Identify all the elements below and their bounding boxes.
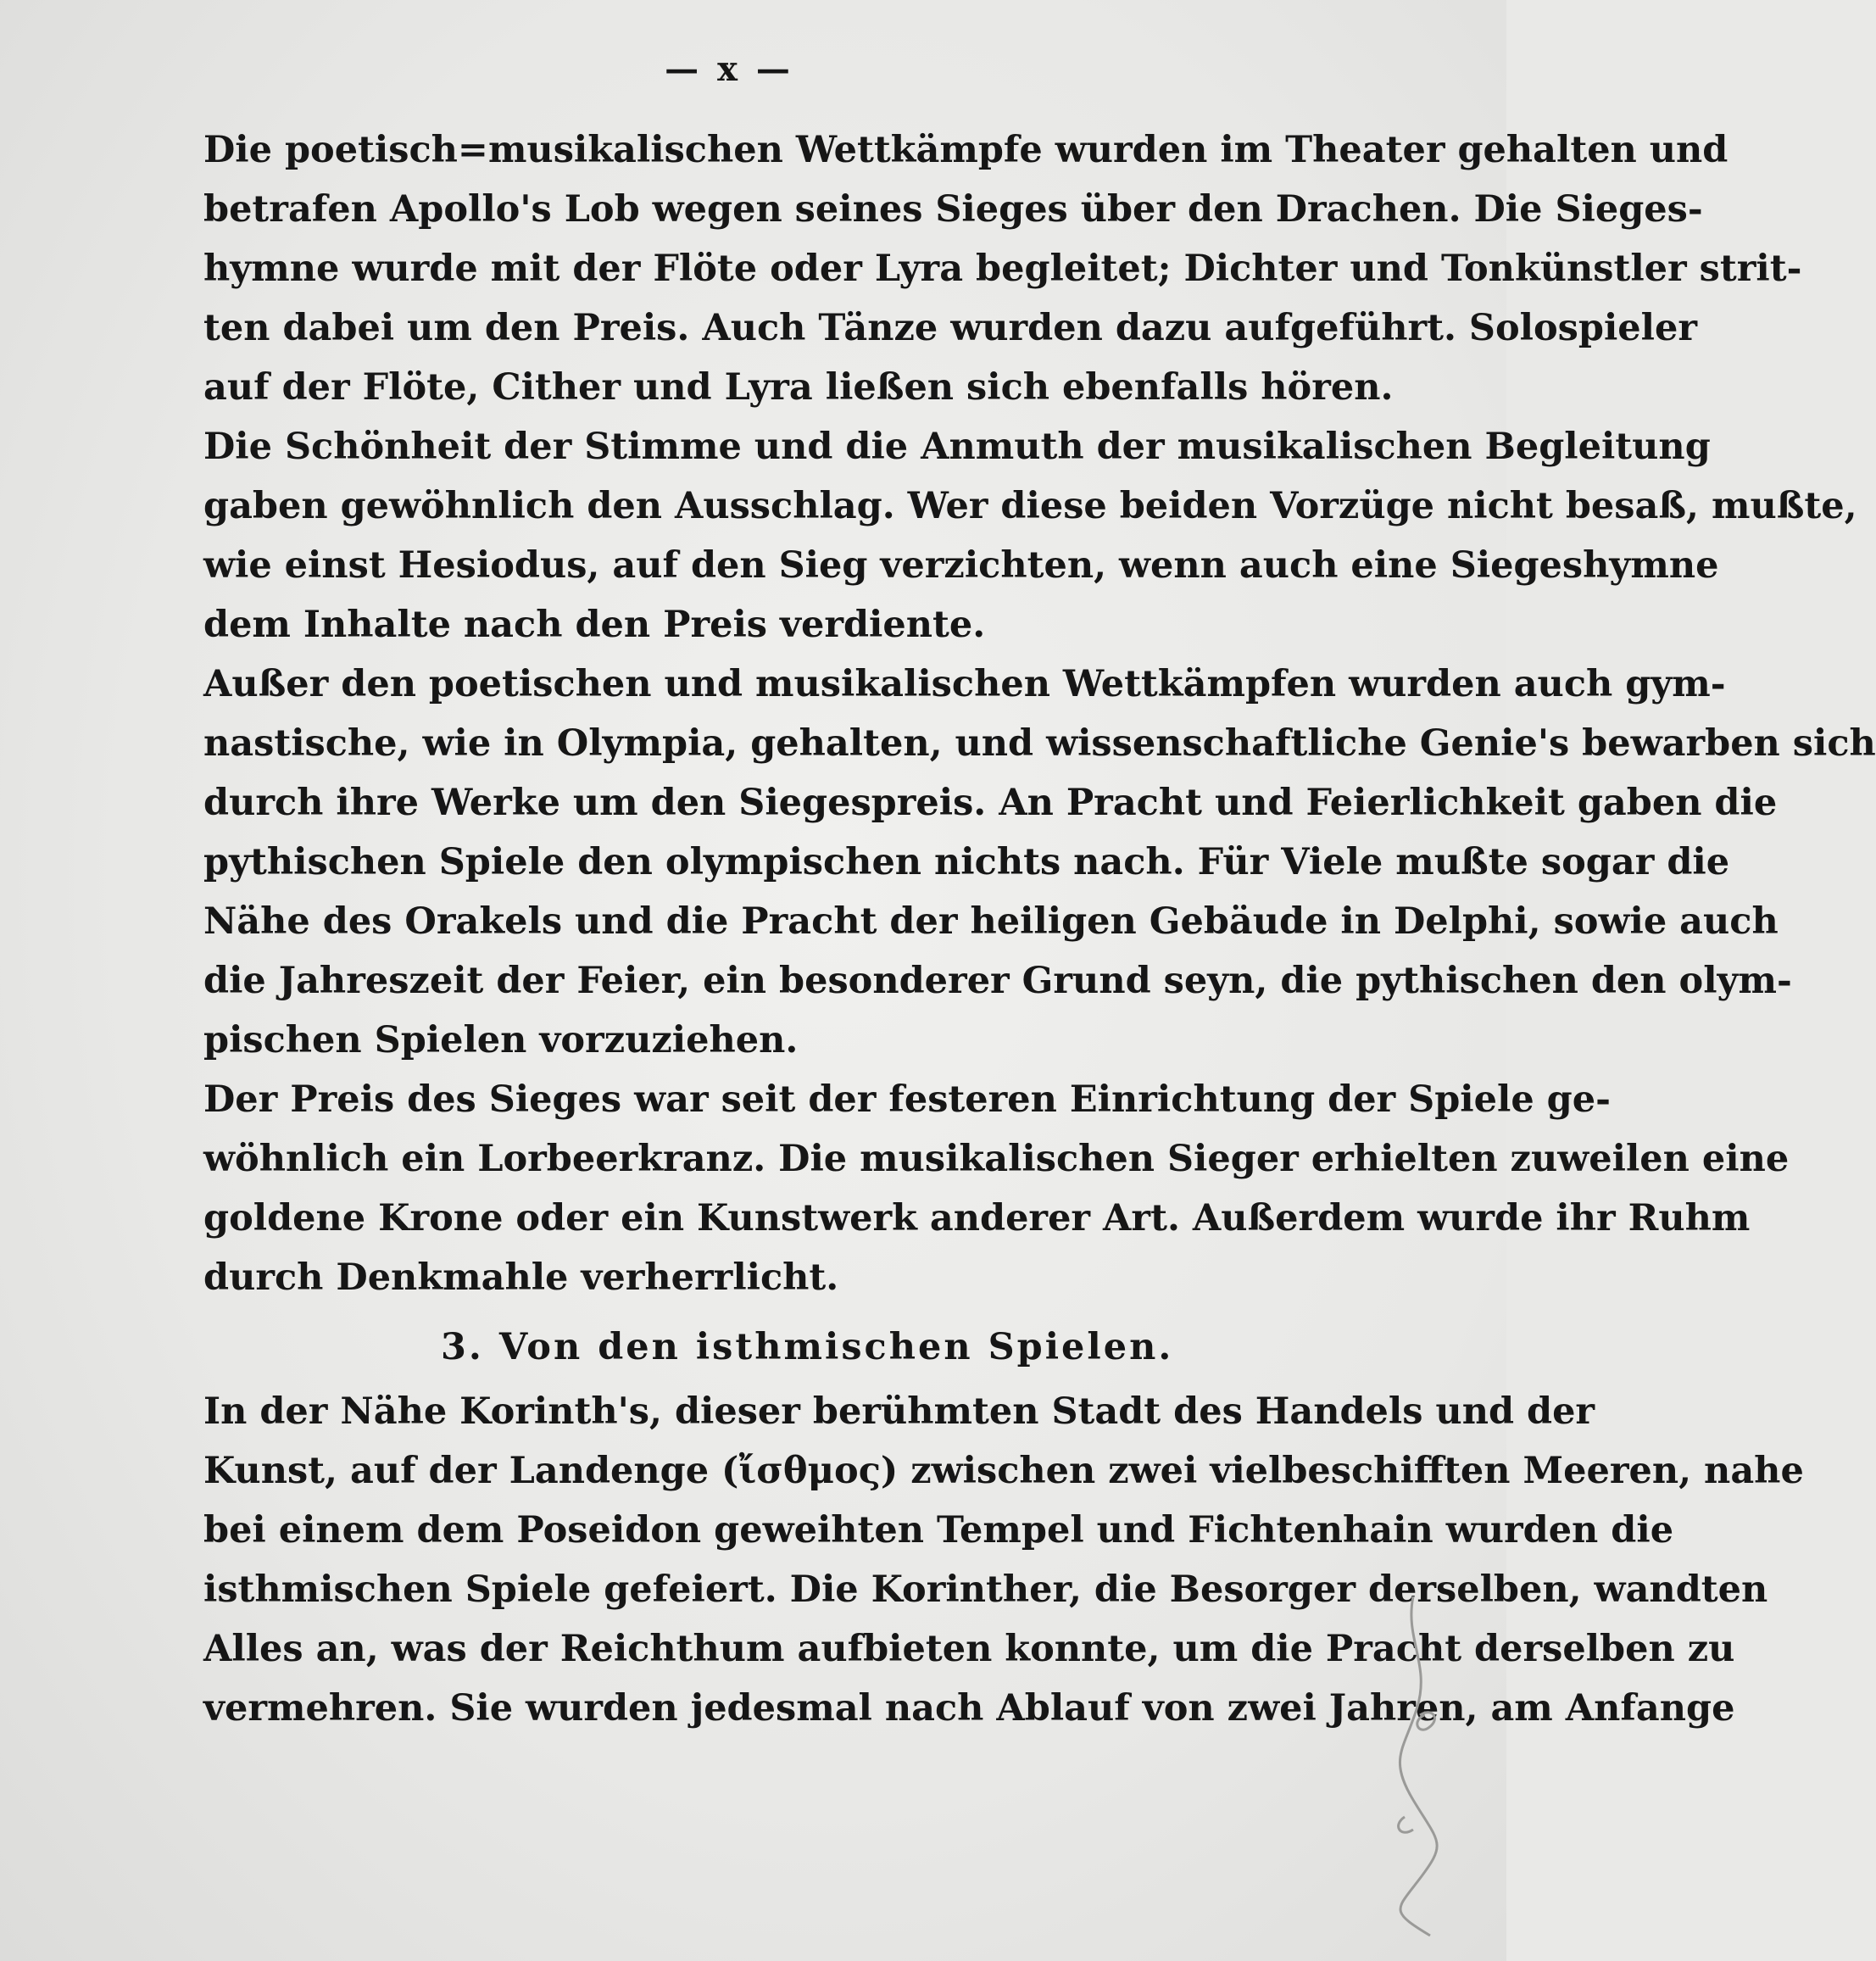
text-line: ten dabei um den Preis. Auch Tänze wurden dazu aufgeführt. Solospieler (203, 307, 1697, 349)
text-line: pischen Spielen vorzuziehen. (203, 1019, 799, 1061)
text-line: hymne wurde mit der Flöte oder Lyra begleitet; Dichter und Tonkünstler strit- (203, 248, 1802, 290)
text-line: betrafen Apollo's Lob wegen seines Sieges über den Drachen. Die Sieges- (203, 188, 1703, 231)
text-line: goldene Krone oder ein Kunstwerk anderer Art. Außerdem wurde ihr Ruhm (203, 1197, 1751, 1240)
text-line: In der Nähe Korinth's, dieser berühmten Stadt des Handels und der (203, 1390, 1595, 1433)
text-line: die Jahreszeit der Feier, ein besonderer Grund seyn, die pythischen den olym- (203, 960, 1792, 1002)
text-line: Die Schönheit der Stimme und die Anmuth der musikalischen Begleitung (203, 426, 1711, 468)
text-line: Die poetisch=musikalischen Wettkämpfe wurden im Theater gehalten und (203, 129, 1728, 171)
text-line: durch Denkmahle verherrlicht. (203, 1256, 839, 1299)
text-line: Kunst, auf der Landenge (ἴσθμος) zwischen zwei vielbeschifften Meeren, nahe (203, 1450, 1804, 1492)
text-line: gaben gewöhnlich den Ausschlag. Wer diese beiden Vorzüge nicht besaß, mußte, (203, 485, 1857, 527)
body-text (125, 120, 1876, 1738)
paragraph (125, 655, 1876, 1070)
pencil-scribble-mark (1354, 1588, 1481, 1944)
text-line: Nähe des Orakels und die Pracht der heiligen Gebäude in Delphi, sowie auch (203, 900, 1779, 943)
text-line: bei einem dem Poseidon geweihten Tempel und Fichtenhain wurden die (203, 1509, 1674, 1552)
text-line: auf der Flöte, Cither und Lyra ließen sich ebenfalls hören. (203, 366, 1394, 409)
paragraph (125, 1070, 1790, 1307)
text-line: isthmischen Spiele gefeiert. Die Korinther, die Besorger derselben, wandten (203, 1568, 1768, 1611)
paragraph (125, 417, 1857, 655)
text-line: dem Inhalte nach den Preis verdiente. (203, 604, 986, 646)
text-line: durch ihre Werke um den Siegespreis. An Pracht und Feierlichkeit gaben die (203, 782, 1778, 824)
paragraph (125, 120, 1802, 417)
text-line: Außer den poetischen und musikalischen Wettkämpfen wurden auch gym- (203, 663, 1726, 705)
text-line: wöhnlich ein Lorbeerkranz. Die musikalischen Sieger erhielten zuweilen eine (203, 1138, 1790, 1180)
text-line: pythischen Spiele den olympischen nichts nach. Für Viele mußte sogar die (203, 841, 1730, 883)
page-number: — x — (665, 49, 793, 89)
text-line: vermehren. Sie wurden jedesmal nach Ablauf von zwei Jahren, am Anfange (203, 1687, 1735, 1730)
text-line: wie einst Hesiodus, auf den Sieg verzichten, wenn auch eine Siegeshymne (203, 544, 1719, 587)
paragraph (125, 1382, 1804, 1738)
section-heading: 3. Von den isthmischen Spielen. (441, 1326, 1174, 1368)
text-line: Alles an, was der Reichthum aufbieten konnte, um die Pracht derselben zu (203, 1628, 1735, 1670)
text-line: nastische, wie in Olympia, gehalten, und wissenschaftliche Genie's bewarben sich (203, 722, 1876, 765)
text-line: Der Preis des Sieges war seit der festeren Einrichtung der Spiele ge- (203, 1078, 1611, 1121)
